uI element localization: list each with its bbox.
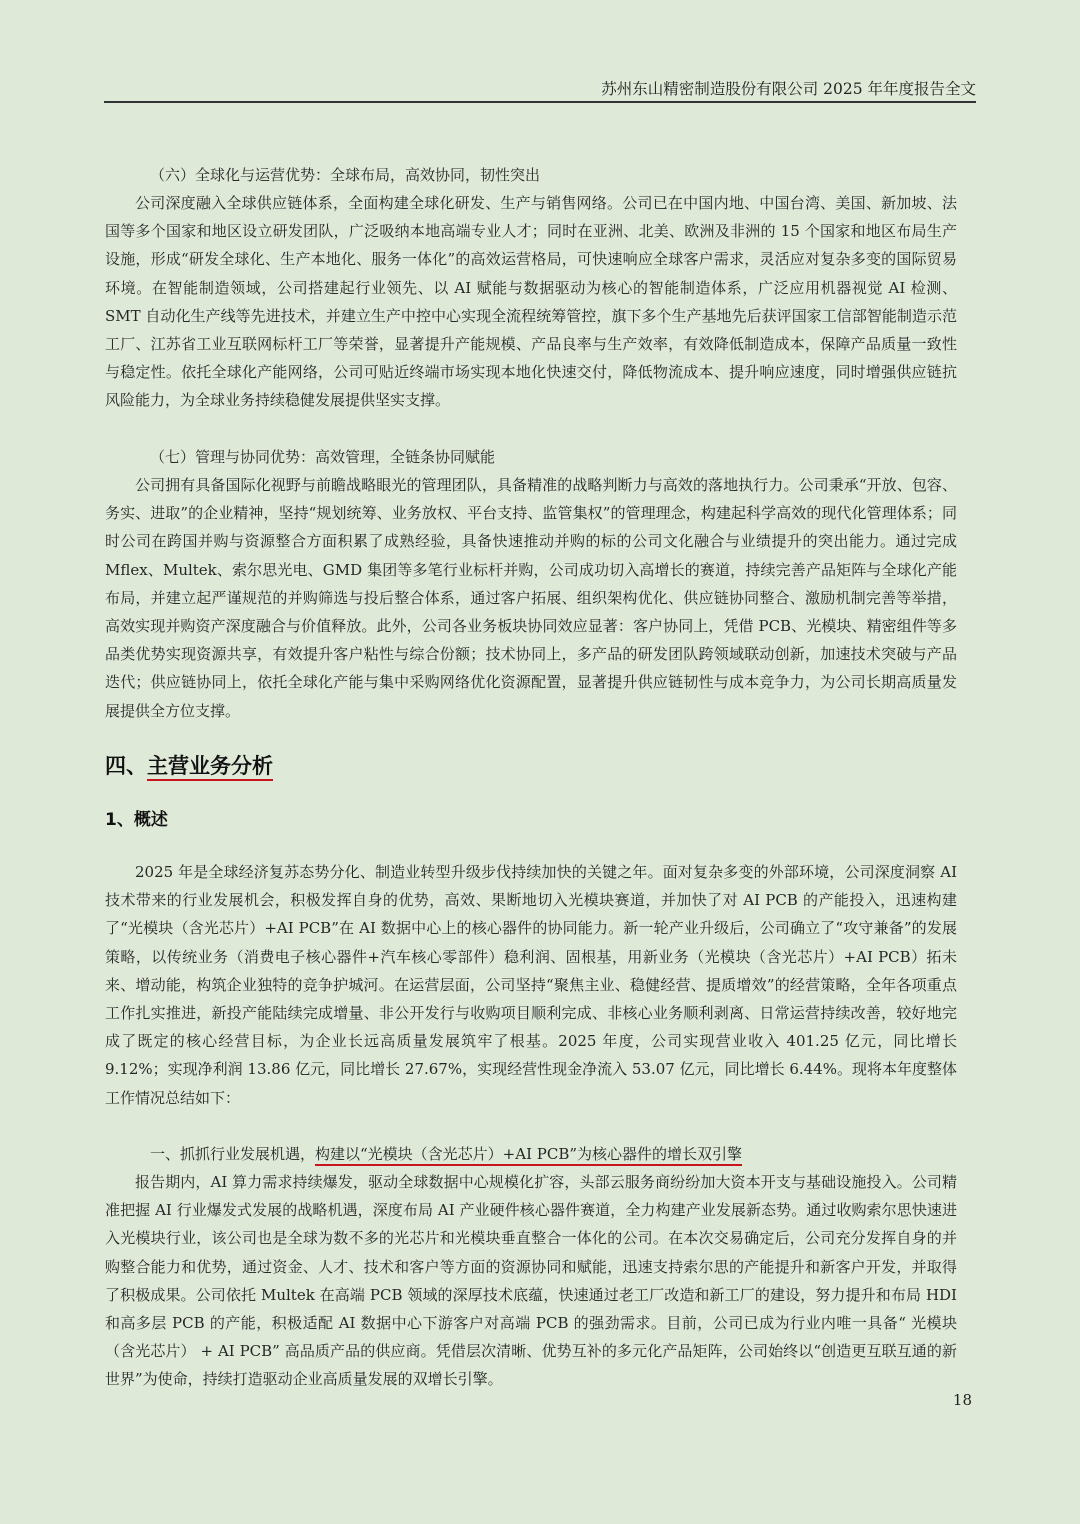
overview-body: 2025 年是全球经济复苏态势分化、制造业转型升级步伐持续加快的关键之年。面对复杂多变的外部环境，公司深度洞察 AI 技术带来的行业发展机会，积极发挥自身的优势，高效、果断地切入光模块赛道，并加快了对 AI PCB 的产能投入，迅速构建了“光模块（含光芯片）+AI PCB”在 AI 数据中心上的核心器件的协同能力。新一轮产业升级后，公司确立了“攻守兼备”的发展策略，以传统业务（消费电子核心器件+汽车核心零部件）稳利润、固根基，用新业务（光模块（含光芯片）+AI PCB）拓未来、增动能，构筑企业独特的竞争护城河。在运营层面，公司坚持“聚焦主业、稳健经营、提质增效”的经营策略，全年各项重点工作扎实推进，新投产能陆续完成增量、非公开发行与收购项目顺利完成、非核心业务顺利剥离、日常运营持续改善，较好地完成了既定的核心经营目标，为企业长远高质量发展筑牢了根基。2025 年度，公司实现营业收入 401.25 亿元，同比增长 9.12%；实现净利润 13.86 亿元，同比增长 27.67%，实现经营性现金净流入 53.07 亿元，同比增长 6.44%。现将本年度整体工作情况总结如下：	[105, 863, 957, 1107]
part4-title-prefix: 四、	[105, 754, 147, 778]
overview-subtitle: 1、概述	[105, 810, 168, 830]
header-divider	[104, 101, 976, 103]
section7-heading: （七）管理与协同优势：高效管理，全链条协同赋能	[150, 448, 496, 466]
section6-body: 公司深度融入全球供应链体系，全面构建全球化研发、生产与销售网络。公司已在中国内地、中国台湾、美国、新加坡、法国等多个国家和地区设立研发团队，广泛吸纳本地高端专业人才；同时在亚洲、北美、欧洲及非洲的 15 个国家和地区布局生产设施，形成“研发全球化、生产本地化、服务一体化”的高效运营格局，可快速响应全球客户需求，灵活应对复杂多变的国际贸易环境。在智能制造领域，公司搭建起行业领先、以 AI 赋能与数据驱动为核心的智能制造体系，广泛应用机器视觉 AI 检测、SMT 自动化生产线等先进技术，并建立生产中控中心实现全流程统筹管控，旗下多个生产基地先后获评国家工信部智能制造示范工厂、江苏省工业互联网标杆工厂等荣誉，显著提升产能规模、产品良率与生产效率，有效降低制造成本，保障产品质量一致性与稳定性。依托全球化产能网络，公司可贴近终端市场实现本地化快速交付，降低物流成本、提升响应速度，同时增强供应链抗风险能力，为全球业务持续稳健发展提供坚实支撑。	[105, 194, 957, 410]
section6-heading: （六）全球化与运营优势：全球布局，高效协同，韧性突出	[150, 166, 541, 184]
report-header-title: 苏州东山精密制造股份有限公司 2025 年年度报告全文	[601, 80, 976, 98]
item1-heading-highlight: 构建以“光模块（含光芯片）+AI PCB”为核心器件的增长双引擎	[315, 1145, 742, 1166]
page-number: 18	[952, 1391, 972, 1409]
part4-title-text: 主营业务分析	[147, 754, 273, 781]
item1-heading-prefix: 一、抓抓行业发展机遇，	[150, 1145, 316, 1163]
part4-title	[105, 750, 273, 782]
item1-heading	[150, 1140, 742, 1168]
section7-body: 公司拥有具备国际化视野与前瞻战略眼光的管理团队，具备精准的战略判断力与高效的落地执行力。公司秉承“开放、包容、务实、进取”的企业精神，坚持“规划统筹、业务放权、平台支持、监管集权”的管理理念，构建起科学高效的现代化管理体系；同时公司在跨国并购与资源整合方面积累了成熟经验，具备快速推动并购的标的公司文化融合与业绩提升的突出能力。通过完成 Mflex、Multek、索尔思光电、GMD 集团等多笔行业标杆并购，公司成功切入高增长的赛道，持续完善产品矩阵与全球化产能布局，并建立起严谨规范的并购筛选与投后整合体系，通过客户拓展、组织架构优化、供应链协同整合、激励机制完善等举措，高效实现并购资产深度融合与价值释放。此外，公司各业务板块协同效应显著：客户协同上，凭借 PCB、光模块、精密组件等多品类优势实现资源共享，有效提升客户粘性与综合份额；技术协同上，多产品的研发团队跨领域联动创新，加速技术突破与产品迭代；供应链协同上，依托全球化产能与集中采购网络优化资源配置，显著提升供应链韧性与成本竞争力，为公司长期高质量发展提供全方位支撑。	[105, 476, 957, 720]
item1-body: 报告期内，AI 算力需求持续爆发，驱动全球数据中心规模化扩容，头部云服务商纷纷加大资本开支与基础设施投入。公司精准把握 AI 行业爆发式发展的战略机遇，深度布局 AI 产业硬件核心器件赛道，全力构建产业发展新态势。通过收购索尔思快速进入光模块行业，该公司也是全球为数不多的光芯片和光模块垂直整合一体化的公司。在本次交易确定后，公司充分发挥自身的并购整合能力和优势，通过资金、人才、技术和客户等方面的资源协同和赋能，迅速支持索尔思的产能提升和新客户开发，并取得了积极成果。公司依托 Multek 在高端 PCB 领域的深厚技术底蕴，快速通过老工厂改造和新工厂的建设，努力提升和布局 HDI 和高多层 PCB 的产能，积极适配 AI 数据中心下游客户对高端 PCB 的强劲需求。目前，公司已成为行业内唯一具备“ 光模块（含光芯片） + AI PCB” 高品质产品的供应商。凭借层次清晰、优势互补的多元化产品矩阵，公司始终以“创造更互联互通的新世界”为使命，持续打造驱动企业高质量发展的双增长引擎。	[105, 1173, 957, 1389]
